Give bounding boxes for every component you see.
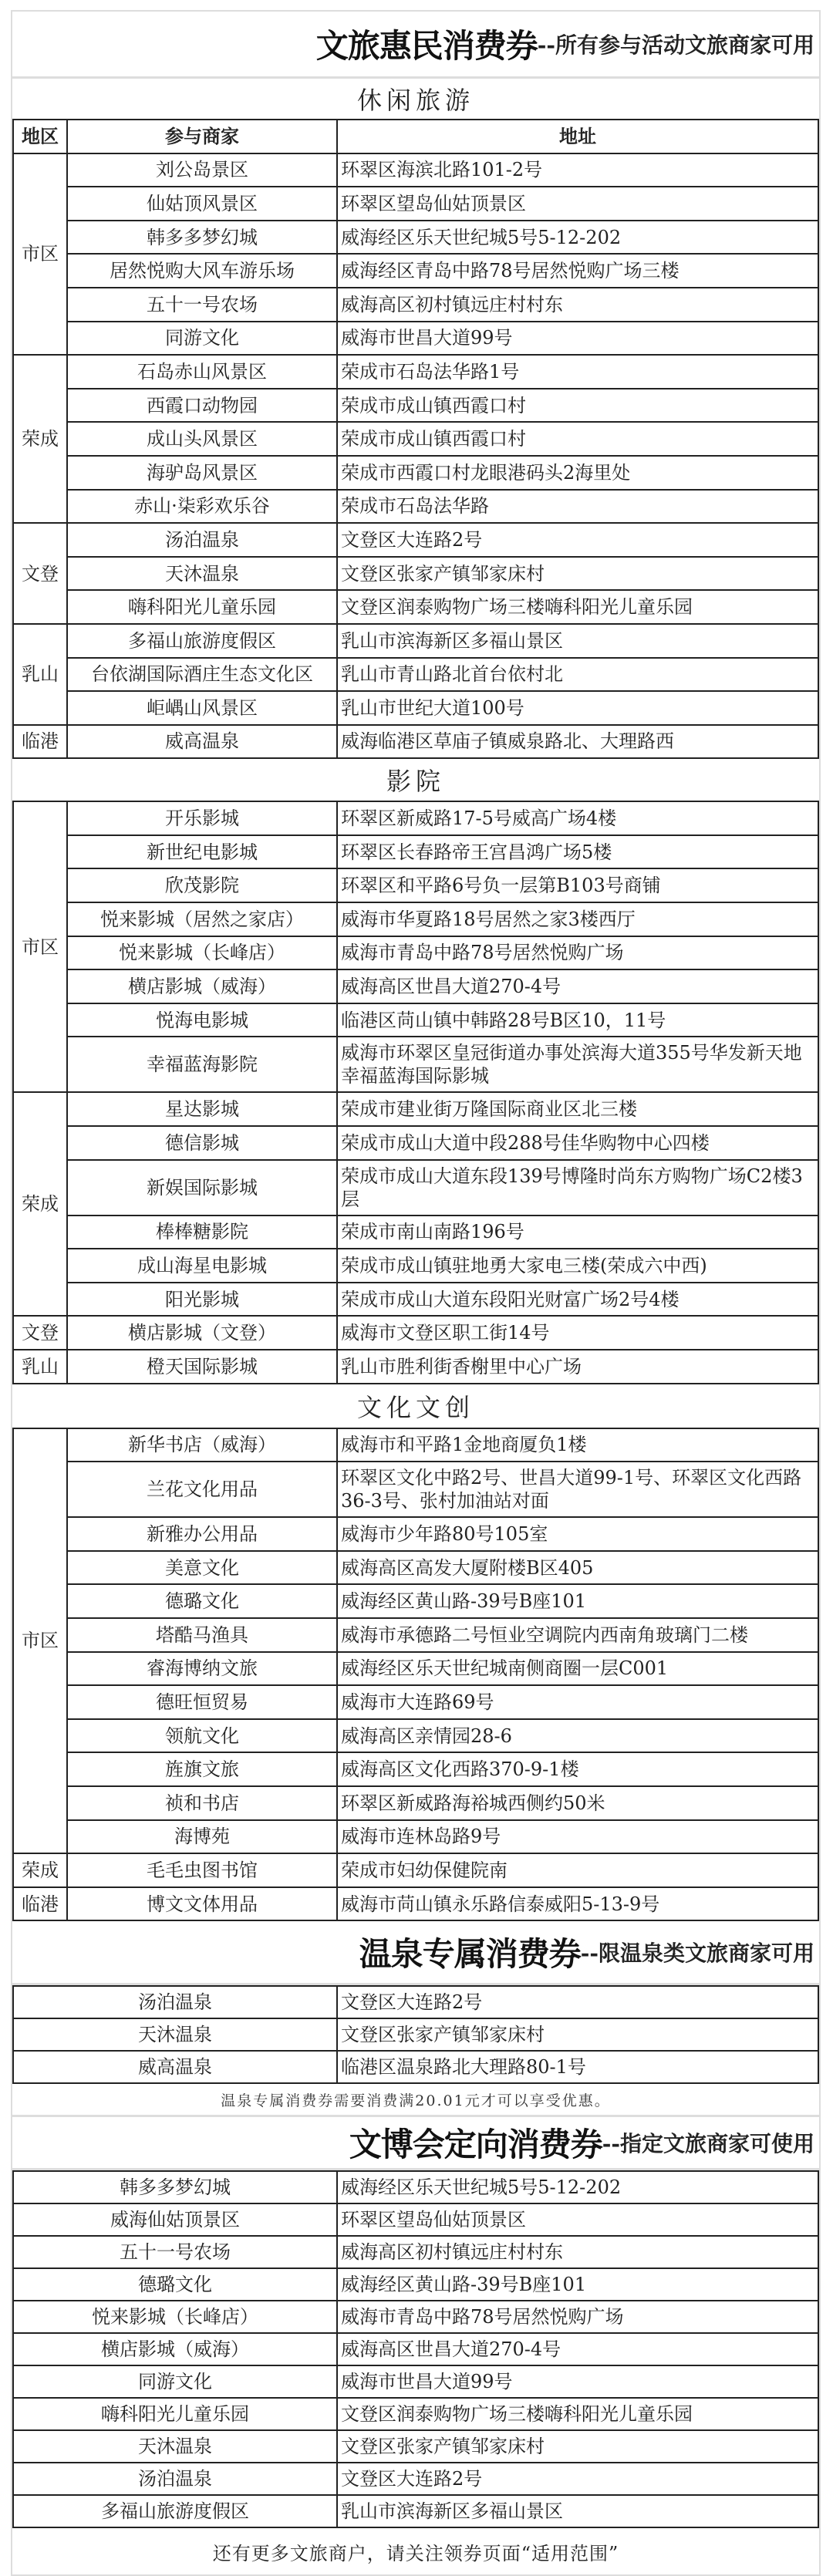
merchant-address: 环翠区海滨北路101-2号 [337,153,818,187]
merchant-name: 毛毛虫图书馆 [67,1853,337,1887]
table-row [13,2236,818,2268]
table-row [13,2463,818,2495]
region-cell: 荣成 [13,1853,67,1887]
hot-spring-title-banner [12,1921,819,1985]
merchant-name: 台依湖国际酒庄生态文化区 [67,658,337,692]
table-row [13,221,818,255]
table-row [13,1216,818,1249]
merchant-name: 海驴岛风景区 [67,456,337,490]
table-row [13,1752,818,1786]
merchant-name: 汤泊温泉 [67,523,337,557]
merchant-name: 仙姑顶风景区 [67,187,337,221]
merchant-name: 塔酷马渔具 [67,1618,337,1652]
table-row [13,1820,818,1854]
section-title: 休闲旅游 [356,86,474,115]
merchant-name: 新世纪电影城 [67,835,337,869]
table-row [13,355,818,389]
main-subtitle: --所有参与活动文旅商家可用 [537,32,814,58]
table-row [13,2171,818,2203]
merchant-name: 同游文化 [13,2365,337,2398]
merchant-name: 威高温泉 [13,2051,337,2083]
section-title: 影院 [386,767,445,797]
footer-note: 还有更多文旅商户，请关注领券页面“适用范围” [212,2542,619,2564]
table-row [13,1887,818,1921]
merchant-address: 乳山市胜利街香榭里中心广场 [337,1350,818,1384]
merchant-name: 旌旗文旅 [67,1752,337,1786]
table-row [13,590,818,624]
merchant-name: 汤泊温泉 [13,1986,337,2018]
table-row [13,1786,818,1820]
table-row [13,2268,818,2301]
merchant-name: 成山海星电影城 [67,1249,337,1283]
table-row [13,254,818,288]
merchant-address: 临港区苘山镇中韩路28号B区10，11号 [337,1003,818,1037]
merchant-table [12,801,819,1384]
merchant-address: 荣成市成山镇西霞口村 [337,422,818,456]
merchant-address: 威海高区世昌大道270-4号 [337,969,818,1003]
merchant-name: 成山头风景区 [67,422,337,456]
merchant-name: 幸福蓝海影院 [67,1037,337,1092]
merchant-address: 环翠区望岛仙姑顶景区 [337,187,818,221]
merchant-table [12,1428,819,1922]
table-row [13,902,818,936]
merchant-name: 悦海电影城 [67,1003,337,1037]
table-row [13,801,818,835]
region-cell: 乳山 [13,624,67,725]
merchant-name: 开乐影城 [67,801,337,835]
table-row [13,1618,818,1652]
merchant-address: 威海市世昌大道99号 [337,322,818,356]
merchant-address: 威海市少年路80号105室 [337,1517,818,1551]
region-cell: 乳山 [13,1350,67,1384]
merchant-name: 兰花文化用品 [67,1462,337,1517]
merchant-address: 临港区温泉路北大理路80-1号 [337,2051,818,2083]
merchant-name: 悦来影城（长峰店） [67,936,337,970]
table-row [13,1517,818,1551]
merchant-address: 荣成市西霞口村龙眼港码头2海里处 [337,456,818,490]
merchant-address: 环翠区长春路帝王宫昌鸿广场5楼 [337,835,818,869]
table-row [13,2203,818,2236]
merchant-name: 德璐文化 [13,2268,337,2301]
region-cell: 市区 [13,801,67,1092]
merchant-address: 文登区润泰购物广场三楼嗨科阳光儿童乐园 [337,590,818,624]
table-row [13,835,818,869]
table-row [13,1685,818,1719]
merchant-address: 荣成市建业街万隆国际商业区北三楼 [337,1092,818,1126]
table-row [13,1853,818,1887]
merchant-name: 威海仙姑顶景区 [13,2203,337,2236]
merchant-name: 多福山旅游度假区 [13,2495,337,2527]
hot-spring-note: 温泉专属消费券需要消费满20.01元才可以享受优惠。 [12,2084,819,2117]
merchant-address: 威海市青岛中路78号居然悦购广场 [337,936,818,970]
merchant-address: 威海经区乐天世纪城南侧商圈一层C001 [337,1652,818,1686]
merchant-name: 欣茂影院 [67,868,337,902]
category-sections [12,79,819,1921]
merchant-name: 天沐温泉 [67,557,337,591]
table-row [13,2495,818,2527]
table-row [13,1551,818,1585]
merchant-name: 新娱国际影城 [67,1160,337,1216]
merchant-address: 乳山市滨海新区多福山景区 [337,2495,818,2527]
table-row [13,2051,818,2083]
table-row [13,2301,818,2333]
table-row [13,2430,818,2463]
merchant-name: 海博苑 [67,1820,337,1854]
merchant-name: 新雅办公用品 [67,1517,337,1551]
merchant-name: 嗨科阳光儿童乐园 [67,590,337,624]
merchant-name: 威高温泉 [67,725,337,759]
merchant-address: 文登区大连路2号 [337,2463,818,2495]
merchant-name: 棒棒糖影院 [67,1216,337,1249]
column-header-region: 地区 [13,120,67,153]
table-row [13,624,818,658]
merchant-address: 乳山市滨海新区多福山景区 [337,624,818,658]
merchant-name: 睿海博纳文旅 [67,1652,337,1686]
merchant-name: 刘公岛景区 [67,153,337,187]
merchant-address: 环翠区文化中路2号、世昌大道99-1号、环翠区文化西路36-3号、张村加油站对面 [337,1462,818,1517]
hot-spring-subtitle: --限温泉类文旅商家可用 [580,1940,814,1967]
table-row [13,1283,818,1317]
merchant-address: 威海市连林岛路9号 [337,1820,818,1854]
section-title: 文化文创 [356,1392,474,1422]
merchant-name: 嗨科阳光儿童乐园 [13,2398,337,2430]
merchant-name: 新华书店（威海） [67,1428,337,1462]
merchant-address: 乳山市青山路北首台依村北 [337,658,818,692]
region-cell: 市区 [13,153,67,356]
merchant-address: 威海市文登区职工街14号 [337,1316,818,1350]
merchant-address: 环翠区新威路17-5号威高广场4楼 [337,801,818,835]
table-row [13,1584,818,1618]
table-row [13,1003,818,1037]
table-row [13,490,818,524]
merchant-address: 荣成市成山大道中段288号佳华购物中心四楼 [337,1126,818,1160]
merchant-address: 文登区大连路2号 [337,523,818,557]
expo-title-banner [12,2117,819,2170]
table-header-row [13,120,818,153]
merchant-address: 荣成市成山镇西霞口村 [337,389,818,423]
table-row [13,187,818,221]
table-row [13,2365,818,2398]
merchant-address: 威海市大连路69号 [337,1685,818,1719]
main-title-banner [12,12,819,79]
merchant-address: 威海高区初村镇远庄村村东 [337,2236,818,2268]
merchant-name: 居然悦购大风车游乐场 [67,254,337,288]
table-row [13,1126,818,1160]
merchant-name: 石岛赤山风景区 [67,355,337,389]
column-header-address: 地址 [337,120,818,153]
merchant-name: 横店影城（威海） [13,2333,337,2365]
region-cell: 临港 [13,725,67,759]
merchant-name: 韩多多梦幻城 [67,221,337,255]
table-row [13,1986,818,2018]
merchant-address: 乳山市世纪大道100号 [337,691,818,725]
table-row [13,557,818,591]
merchant-name: 五十一号农场 [67,288,337,322]
merchant-name: 同游文化 [67,322,337,356]
merchant-address: 威海市苘山镇永乐路信泰威阳5-13-9号 [337,1887,818,1921]
merchant-name: 祯和书店 [67,1786,337,1820]
merchant-name: 悦来影城（长峰店） [13,2301,337,2333]
region-cell: 市区 [13,1428,67,1854]
merchant-address: 威海高区高发大厦附楼B区405 [337,1551,818,1585]
table-row [13,422,818,456]
region-cell: 荣成 [13,1092,67,1316]
merchant-address: 威海高区初村镇远庄村村东 [337,288,818,322]
merchant-address: 威海高区世昌大道270-4号 [337,2333,818,2365]
merchant-address: 文登区张家产镇邹家床村 [337,557,818,591]
merchant-address: 文登区张家产镇邹家床村 [337,2018,818,2051]
table-row [13,1428,818,1462]
table-row [13,1037,818,1092]
merchant-address: 荣成市成山大道东段阳光财富广场2号4楼 [337,1283,818,1317]
region-cell: 临港 [13,1887,67,1921]
merchant-address: 威海高区文化西路370-9-1楼 [337,1752,818,1786]
merchant-address: 荣成市石岛法华路 [337,490,818,524]
table-row [13,1719,818,1753]
table-row [13,2018,818,2051]
merchant-address: 环翠区新威路海裕城西侧约50米 [337,1786,818,1820]
table-row [13,1462,818,1517]
region-cell: 荣成 [13,355,67,523]
main-title: 文旅惠民消费券 [315,27,538,65]
merchant-address: 威海经区黄山路-39号B座101 [337,2268,818,2301]
merchant-address: 荣成市成山镇驻地勇大家电三楼(荣成六中西) [337,1249,818,1283]
table-row [13,456,818,490]
merchant-address: 威海高区亲情园28-6 [337,1719,818,1753]
table-row [13,2398,818,2430]
table-row [13,868,818,902]
table-row [13,1652,818,1686]
hot-spring-title: 温泉专属消费券 [359,1935,581,1974]
column-header-merchant: 参与商家 [67,120,337,153]
merchant-address: 威海临港区草庙子镇威泉路北、大理路西 [337,725,818,759]
merchant-name: 天沐温泉 [13,2018,337,2051]
merchant-address: 威海经区乐天世纪城5号5-12-202 [337,2171,818,2203]
merchant-table [12,119,819,759]
merchant-address: 威海市华夏路18号居然之家3楼西厅 [337,902,818,936]
expo-subtitle: --指定文旅商家可使用 [602,2131,814,2157]
merchant-address: 威海市青岛中路78号居然悦购广场 [337,2301,818,2333]
expo-title: 文博会定向消费券 [349,2126,602,2164]
merchant-address: 文登区张家产镇邹家床村 [337,2430,818,2463]
table-row [13,1160,818,1216]
merchant-address: 威海市环翠区皇冠街道办事处滨海大道355号华发新天地幸福蓝海国际影城 [337,1037,818,1092]
merchant-address: 威海经区青岛中路78号居然悦购广场三楼 [337,254,818,288]
merchant-name: 橙天国际影城 [67,1350,337,1384]
merchant-name: 横店影城（文登） [67,1316,337,1350]
table-row [13,969,818,1003]
merchant-address: 荣成市石岛法华路1号 [337,355,818,389]
table-row [13,523,818,557]
merchant-address: 威海市承德路二号恒业空调院内西南角玻璃门二楼 [337,1618,818,1652]
merchant-address: 环翠区望岛仙姑顶景区 [337,2203,818,2236]
table-row [13,322,818,356]
table-row [13,288,818,322]
merchant-name: 星达影城 [67,1092,337,1126]
merchant-address: 荣成市成山大道东段139号博隆时尚东方购物广场C2楼3层 [337,1160,818,1216]
merchant-address: 文登区大连路2号 [337,1986,818,2018]
merchant-address: 荣成市南山南路196号 [337,1216,818,1249]
merchant-name: 赤山·柒彩欢乐谷 [67,490,337,524]
table-row [13,936,818,970]
merchant-name: 多福山旅游度假区 [67,624,337,658]
table-row [13,389,818,423]
merchant-name: 美意文化 [67,1551,337,1585]
merchant-name: 悦来影城（居然之家店） [67,902,337,936]
merchant-name: 天沐温泉 [13,2430,337,2463]
table-row [13,691,818,725]
merchant-name: 德璐文化 [67,1584,337,1618]
merchant-name: 西霞口动物园 [67,389,337,423]
table-row [13,1350,818,1384]
table-row [13,1249,818,1283]
coupon-merchant-list [11,10,821,2576]
table-row [13,1092,818,1126]
table-row [13,2333,818,2365]
merchant-name: 横店影城（威海） [67,969,337,1003]
merchant-name: 五十一号农场 [13,2236,337,2268]
merchant-name: 阳光影城 [67,1283,337,1317]
table-row [13,725,818,759]
merchant-address: 威海市和平路1金地商厦负1楼 [337,1428,818,1462]
hot-spring-table [12,1985,819,2084]
table-row [13,153,818,187]
region-cell: 文登 [13,523,67,624]
merchant-address: 文登区润泰购物广场三楼嗨科阳光儿童乐园 [337,2398,818,2430]
expo-table [12,2170,819,2528]
merchant-address: 威海市世昌大道99号 [337,2365,818,2398]
merchant-address: 环翠区和平路6号负一层第B103号商铺 [337,868,818,902]
merchant-address: 荣成市妇幼保健院南 [337,1853,818,1887]
merchant-name: 韩多多梦幻城 [13,2171,337,2203]
merchant-name: 德旺恒贸易 [67,1685,337,1719]
table-row [13,658,818,692]
merchant-name: 领航文化 [67,1719,337,1753]
merchant-name: 博文文体用品 [67,1887,337,1921]
merchant-address: 威海经区黄山路-39号B座101 [337,1584,818,1618]
merchant-name: 汤泊温泉 [13,2463,337,2495]
merchant-name: 岠嵎山风景区 [67,691,337,725]
merchant-name: 德信影城 [67,1126,337,1160]
table-row [13,1316,818,1350]
merchant-address: 威海经区乐天世纪城5号5-12-202 [337,221,818,255]
region-cell: 文登 [13,1316,67,1350]
